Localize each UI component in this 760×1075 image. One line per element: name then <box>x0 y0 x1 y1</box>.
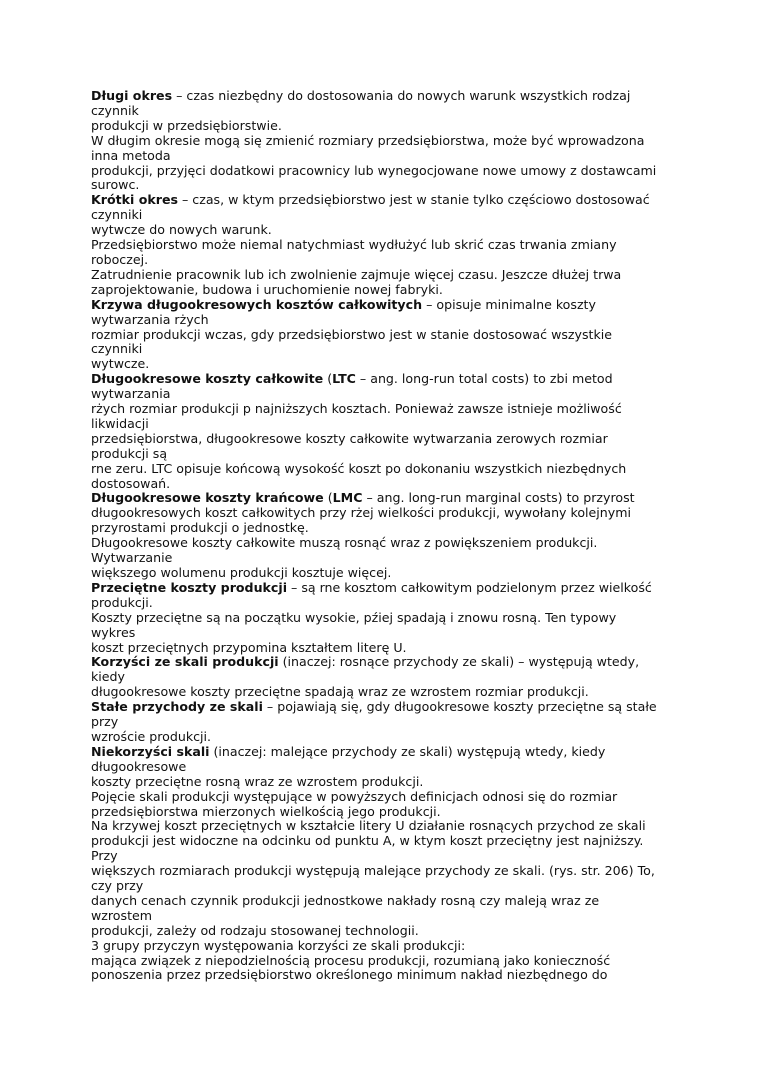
bold-term: Niekorzyści skali <box>91 743 210 759</box>
text-run: zaprojektowanie, budowa i uruchomienie nowej fabryki. <box>91 281 443 297</box>
text-run: kiedy <box>91 669 125 685</box>
text-run: rżych rozmiar produkcji p najniższych kosztach. Ponieważ zawsze istnieje możliwość <box>91 401 622 417</box>
text-run: (inaczej: malejące przychody ze skali) występują wtedy, kiedy <box>209 743 606 759</box>
text-line <box>91 954 676 969</box>
text-line <box>91 700 676 715</box>
text-line <box>91 834 676 849</box>
text-line <box>91 760 676 775</box>
text-run: surowc. <box>91 177 140 193</box>
text-run: mająca związek z niepodzielnością procesu produkcji, rozumianą jako konieczność <box>91 952 611 968</box>
text-run: czynniki <box>91 207 143 223</box>
bold-term: Długookresowe koszty krańcowe <box>91 490 324 506</box>
text-run: rne zeru. LTC opisuje końcową wysokość koszt po dokonaniu wszystkich niezbędnych <box>91 460 627 476</box>
text-run: produkcji są <box>91 445 168 461</box>
text-line <box>91 521 676 536</box>
bold-term: LMC <box>332 490 363 506</box>
text-line <box>91 447 676 462</box>
text-line <box>91 924 676 939</box>
text-line <box>91 551 676 566</box>
text-line <box>91 715 676 730</box>
bold-term: Stałe przychody ze skali <box>91 699 263 715</box>
text-line <box>91 402 676 417</box>
text-run: czynnik <box>91 102 139 118</box>
text-run: większych rozmiarach produkcji występują malejące przychody ze skali. (rys. str. 206) To, <box>91 863 655 879</box>
text-line <box>91 968 676 983</box>
text-run: produkcji, przyjęci dodatkowi pracownicy lub wynegocjowane nowe umowy z dostawcami <box>91 162 657 178</box>
text-run: ponoszenia przez przedsiębiorstwo określonego minimum nakład niezbędnego do <box>91 967 608 983</box>
text-run: – opisuje minimalne koszty <box>422 296 596 312</box>
text-run: – pojawiają się, gdy długookresowe koszty przeciętne są stałe <box>262 699 657 715</box>
text-run: produkcji jest widoczne na odcinku od punktu A, w ktym koszt przeciętny jest najniższy. <box>91 833 644 849</box>
text-run: Zatrudnienie pracownik lub ich zwolnienie zajmuje więcej czasu. Jeszcze dłużej trwa <box>91 266 622 282</box>
text-line <box>91 909 676 924</box>
text-run: przedsiębiorstwa, długookresowe koszty całkowite wytwarzania zerowych rozmiar <box>91 430 608 446</box>
text-line <box>91 730 676 745</box>
text-run: długookresowych koszt całkowitych przy rżej wielkości produkcji, wywołany kolejnymi <box>91 505 632 521</box>
text-line <box>91 581 676 596</box>
text-run: długookresowe <box>91 758 187 774</box>
text-line <box>91 879 676 894</box>
text-run: danych cenach czynnik produkcji jednostkowe nakłady rosną czy maleją wraz ze <box>91 892 600 908</box>
text-line <box>91 536 676 551</box>
text-run: roboczej. <box>91 251 149 267</box>
text-run: długookresowe koszty przeciętne spadają wraz ze wzrostem rozmiar produkcji. <box>91 684 589 700</box>
text-run: większego wolumenu produkcji kosztuje więcej. <box>91 565 392 580</box>
text-run: przedsiębiorstwa mierzonych wielkością jego produkcji. <box>91 803 441 819</box>
text-run: W długim okresie mogą się zmienić rozmiary przedsiębiorstwa, może być wprowadzona <box>91 132 645 148</box>
text-line <box>91 432 676 447</box>
text-line <box>91 298 676 313</box>
text-line <box>91 641 676 656</box>
text-run: (inaczej: rosnące przychody ze skali) – występują wtedy, <box>278 654 640 670</box>
text-line <box>91 864 676 879</box>
text-line <box>91 775 676 790</box>
text-run: wzrostem <box>91 907 153 923</box>
text-line <box>91 566 676 581</box>
text-line <box>91 939 676 954</box>
bold-term: LTC <box>332 371 356 387</box>
text-line <box>91 477 676 492</box>
bold-term: Krótki okres <box>91 192 178 208</box>
text-run: Na krzywej koszt przeciętnych w kształcie litery U działanie rosnących przychod ze skali <box>91 818 646 834</box>
text-run: – ang. long-run total costs) to zbi metod <box>355 371 613 387</box>
text-run: dostosowań. <box>91 475 171 491</box>
text-run: produkcji w przedsiębiorstwie. <box>91 117 282 133</box>
text-run: koszty przeciętne rosną wraz ze wzrostem produkcji. <box>91 773 424 789</box>
text-line <box>91 805 676 820</box>
text-run: wytwcze. <box>91 356 150 372</box>
text-run: wytwarzania <box>91 386 171 402</box>
bold-term: Krzywa długookresowych kosztów całkowitych <box>91 296 423 312</box>
text-line <box>91 238 676 253</box>
text-run: przyrostami produkcji o jednostkę. <box>91 520 309 536</box>
text-run: ( <box>323 490 333 506</box>
text-run: Przedsiębiorstwo może niemal natychmiast wydłużyć lub skrić czas trwania zmiany <box>91 237 617 253</box>
text-run: koszt przeciętnych przypomina kształtem literę U. <box>91 639 407 655</box>
text-line <box>91 193 676 208</box>
text-run: czynniki <box>91 341 143 357</box>
document-body <box>91 89 676 983</box>
text-line <box>91 491 676 506</box>
text-run: wzroście produkcji. <box>91 728 212 744</box>
text-line <box>91 372 676 387</box>
text-line <box>91 506 676 521</box>
text-line <box>91 894 676 909</box>
text-line <box>91 387 676 402</box>
text-line <box>91 149 676 164</box>
text-line <box>91 253 676 268</box>
text-run: Przy <box>91 848 118 864</box>
bold-term: Przeciętne koszty produkcji <box>91 579 288 595</box>
text-line <box>91 417 676 432</box>
bold-term: Długi okres <box>91 88 173 103</box>
text-run: – czas niezbędny do dostosowania do nowych warunk wszystkich rodzaj <box>172 88 631 103</box>
text-run: 3 grupy przyczyn występowania korzyści ze skali produkcji: <box>91 937 466 953</box>
text-line <box>91 268 676 283</box>
text-run: – czas, w ktym przedsiębiorstwo jest w stanie tylko częściowo dostosować <box>178 192 650 208</box>
text-line <box>91 283 676 298</box>
text-line <box>91 208 676 223</box>
text-run: Wytwarzanie <box>91 550 173 566</box>
text-run: produkcji, zależy od rodzaju stosowanej technologii. <box>91 922 419 938</box>
text-line <box>91 611 676 626</box>
text-run: wykres <box>91 624 136 640</box>
text-run: inna metoda <box>91 147 171 163</box>
text-run: Długookresowe koszty całkowite muszą rosnąć wraz z powiększeniem produkcji. <box>91 535 598 551</box>
text-line <box>91 790 676 805</box>
text-run: produkcji. <box>91 594 153 610</box>
bold-term: Korzyści ze skali produkcji <box>91 654 279 670</box>
text-line <box>91 134 676 149</box>
text-line <box>91 819 676 834</box>
text-line <box>91 89 676 104</box>
text-line <box>91 164 676 179</box>
text-run: ( <box>323 371 333 387</box>
text-line <box>91 462 676 477</box>
text-run: – są rne kosztom całkowitym podzielonym przez wielkość <box>287 579 652 595</box>
text-run: przy <box>91 714 119 730</box>
text-run: Koszty przeciętne są na początku wysokie, pźiej spadają i znowu rosną. Ten typowy <box>91 609 617 625</box>
text-line <box>91 596 676 611</box>
text-run: czy przy <box>91 878 144 894</box>
text-run: – ang. long-run marginal costs) to przyrost <box>362 490 635 506</box>
text-run: wytwcze do nowych warunk. <box>91 222 272 238</box>
text-line <box>91 626 676 641</box>
text-line <box>91 178 676 193</box>
text-line <box>91 745 676 760</box>
text-line <box>91 849 676 864</box>
text-line <box>91 685 676 700</box>
text-line <box>91 655 676 670</box>
text-run: wytwarzania rżych <box>91 311 209 327</box>
text-line <box>91 357 676 372</box>
text-line <box>91 342 676 357</box>
bold-term: Długookresowe koszty całkowite <box>91 371 324 387</box>
text-line <box>91 223 676 238</box>
text-run: likwidacji <box>91 415 149 431</box>
text-line <box>91 328 676 343</box>
text-line <box>91 313 676 328</box>
text-run: rozmiar produkcji wczas, gdy przedsiębiorstwo jest w stanie dostosować wszystkie <box>91 326 613 342</box>
text-line <box>91 119 676 134</box>
text-run: Pojęcie skali produkcji występujące w powyższych definicjach odnosi się do rozmiar <box>91 788 618 804</box>
text-line <box>91 670 676 685</box>
text-line <box>91 104 676 119</box>
